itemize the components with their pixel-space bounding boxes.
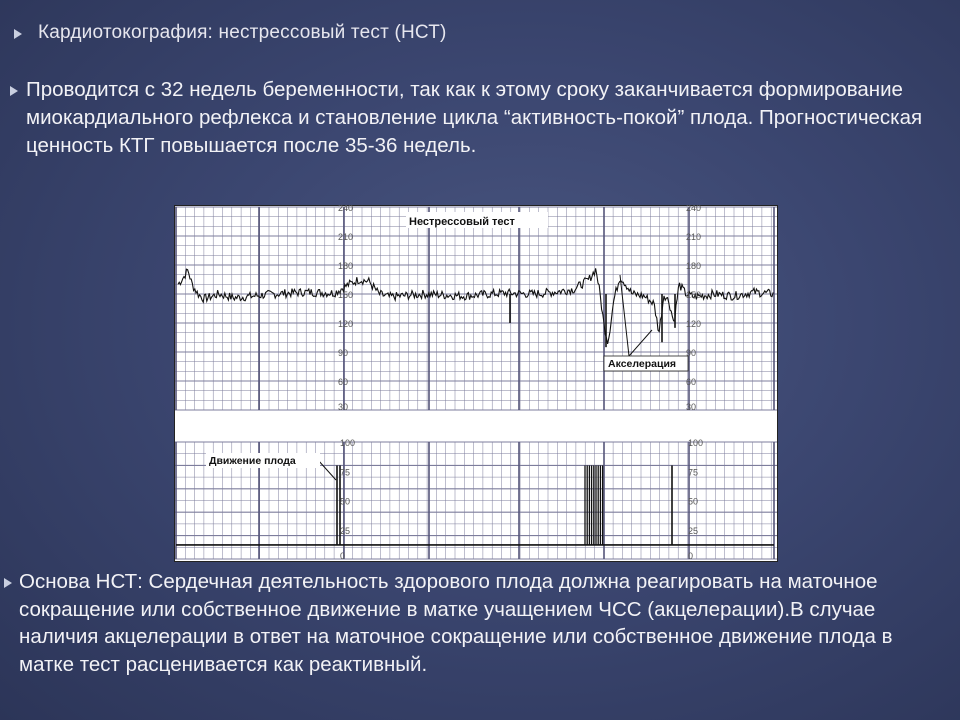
accel-arrow bbox=[620, 275, 629, 356]
conclusion-paragraph: Основа НСТ: Сердечная деятельность здорового плода должна реагировать на маточное сокращение или собственное движение в матке учащением ЧСС (акцелерации).В случае наличия акцелерации в ответ на маточное сокращение или собственное движение плода в матке тест расценивается как реактивный. bbox=[19, 570, 893, 676]
hr-tick-label: 240 bbox=[686, 205, 702, 213]
hr-tick-label: 150 bbox=[338, 290, 354, 300]
hr-tick-label: 120 bbox=[686, 319, 702, 329]
toco-tick-label: 75 bbox=[340, 467, 351, 478]
hr-tick-label: 210 bbox=[686, 232, 702, 242]
hr-tick-label: 120 bbox=[338, 319, 354, 329]
hr-tick-label: 90 bbox=[338, 348, 349, 358]
intro-paragraph: Проводится с 32 недель беременности, так как к этому сроку заканчивается формирование миокардиального рефлекса и становление цикла “активность-покой” плода. Прогностическая ценность КТГ повышается после 35-36 недель. bbox=[26, 78, 923, 157]
toco-tick-label: 75 bbox=[688, 467, 699, 478]
bullet-icon bbox=[4, 578, 12, 588]
hr-tick-label: 60 bbox=[686, 377, 697, 387]
hr-tick-label: 30 bbox=[338, 402, 349, 412]
toco-tick-label: 100 bbox=[340, 438, 356, 448]
hr-tick-label: 210 bbox=[338, 232, 354, 242]
toco-tick-label: 25 bbox=[688, 525, 699, 536]
hr-tick-label: 30 bbox=[686, 402, 697, 412]
hr-tick-label: 180 bbox=[686, 261, 702, 271]
slide-title: Кардиотокография: нестрессовый тест (НСТ) bbox=[38, 22, 447, 43]
bullet-icon bbox=[10, 86, 18, 96]
accel-label: Акселерация bbox=[608, 358, 677, 370]
hr-tick-label: 180 bbox=[338, 261, 354, 271]
toco-tick-label: 25 bbox=[340, 525, 351, 536]
ctg-title: Нестрессовый тест bbox=[409, 216, 515, 228]
movement-label: Движение плода bbox=[209, 455, 296, 467]
toco-tick-label: 0 bbox=[688, 551, 694, 561]
ctg-chart bbox=[174, 205, 778, 562]
toco-tick-label: 0 bbox=[340, 551, 346, 561]
toco-tick-label: 100 bbox=[688, 438, 704, 448]
hr-tick-label: 150 bbox=[686, 290, 702, 300]
bullet-icon bbox=[14, 29, 22, 39]
toco-tick-label: 50 bbox=[688, 496, 699, 507]
strip-separator bbox=[174, 412, 778, 440]
hr-tick-label: 90 bbox=[686, 348, 697, 358]
hr-tick-label: 240 bbox=[338, 205, 354, 213]
toco-tick-label: 50 bbox=[340, 496, 351, 507]
hr-tick-label: 60 bbox=[338, 377, 349, 387]
